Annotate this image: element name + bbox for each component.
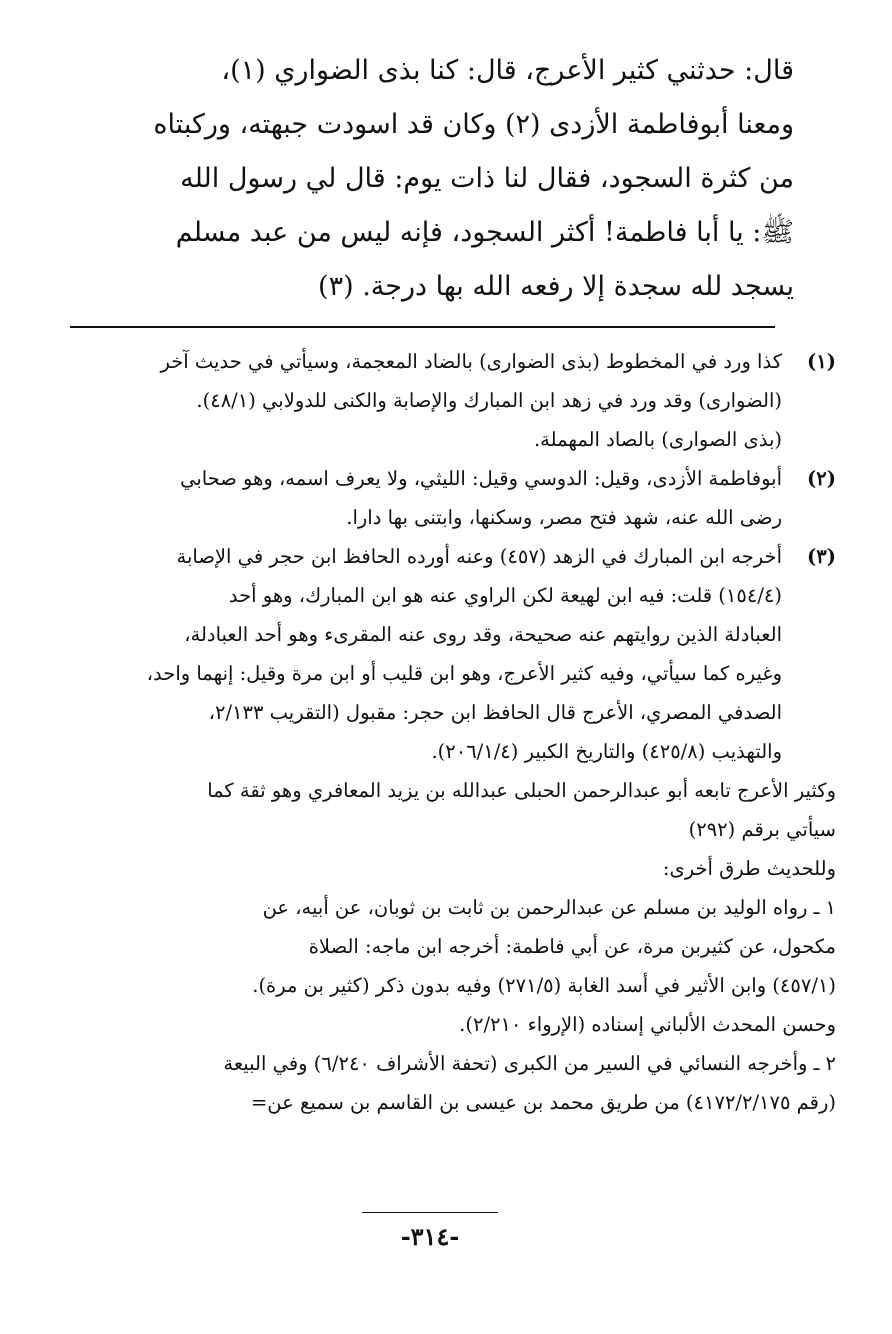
page-number: -٣١٤- xyxy=(400,1222,460,1251)
footnote-line: (رقم ٤١٧٢/٢/١٧٥) من طريق محمد بن عيسى بن القاسم بن سميع عن= xyxy=(250,1091,836,1114)
footnote-line: أخرجه ابن المبارك في الزهد (٤٥٧) وعنه أورده الحافظ ابن حجر في الإصابة xyxy=(176,545,782,568)
footnote-line: (٤٥٧/١) وابن الأثير في أسد الغابة (٢٧١/٥) وفيه بدون ذكر (كثير بن مرة). xyxy=(252,974,836,997)
footnote-3 xyxy=(66,537,836,771)
footnotes xyxy=(66,342,836,1122)
footnote-line: كذا ورد في المخطوط (بذى الضوارى) بالضاد المعجمة، وسيأتي في حديث آخر xyxy=(160,350,782,373)
footnote-line: وكثير الأعرج تابعه أبو عبدالرحمن الحبلى عبدالله بن يزيد المعافري وهو ثقة كما xyxy=(207,779,836,802)
footnote-line: مكحول، عن كثيربن مرة، عن أبي فاطمة: أخرجه ابن ماجه: الصلاة xyxy=(308,935,836,958)
footnote-line: أبوفاطمة الأزدى، وقيل: الدوسي وقيل: الليثي، ولا يعرف اسمه، وهو صحابي xyxy=(180,467,782,490)
footnote-1 xyxy=(66,342,836,459)
main-line: يسجد لله سجدة إلا رفعه الله بها درجة. (٣) xyxy=(318,271,794,302)
footnote-line: سيأتي برقم (٢٩٢) xyxy=(688,818,836,841)
footnote-separator xyxy=(70,326,775,328)
footnote-line: الصدفي المصري، الأعرج قال الحافظ ابن حجر: مقبول (التقريب ٢/١٣٣، xyxy=(208,701,782,724)
footnote-line: (الضوارى) وقد ورد في زهد ابن المبارك والإصابة والكنى للدولابي (٤٨/١). xyxy=(196,389,782,412)
main-line: قال: حدثني كثير الأعرج، قال: كنا بذى الضواري (١)، xyxy=(221,55,794,86)
footnote-number: (٢) xyxy=(807,467,836,490)
footnote-2 xyxy=(66,459,836,537)
footnote-line: وغيره كما سيأتي، وفيه كثير الأعرج، وهو ابن قليب أو ابن مرة وقيل: إنهما واحد، xyxy=(146,662,782,685)
footnote-line: (١٥٤/٤) قلت: فيه ابن لهيعة لكن الراوي عنه هو ابن المبارك، وهو أحد xyxy=(228,584,782,607)
footnote-line: رضى الله عنه، شهد فتح مصر، وسكنها، وابتنى بها دارا. xyxy=(346,506,782,529)
main-text xyxy=(68,44,794,314)
footnote-line: وللحديث طرق أخرى: xyxy=(662,857,836,880)
main-line: ﷺ: يا أبا فاطمة! أكثر السجود، فإنه ليس من عبد مسلم xyxy=(175,217,794,248)
footnote-number: (١) xyxy=(807,350,836,373)
footnote-continuation xyxy=(66,771,836,1122)
footnote-line: وحسن المحدث الألباني إسناده (الإرواء ٢/٢١٠). xyxy=(459,1013,836,1036)
footnote-line: (بذى الصوارى) بالصاد المهملة. xyxy=(533,428,782,451)
main-line: من كثرة السجود، فقال لنا ذات يوم: قال لي رسول الله xyxy=(180,163,794,194)
footnote-line: والتهذيب (٤٢٥/٨) والتاريخ الكبير (٢٠٦/١/٤). xyxy=(431,740,782,763)
footnote-line: العبادلة الذين روايتهم عنه صحيحة، وقد روى عنه المقرىء وهو أحد العبادلة، xyxy=(184,623,782,646)
page-number-rule xyxy=(362,1212,498,1213)
footnote-line: ٢ ـ وأخرجه النسائي في السير من الكبرى (تحفة الأشراف ٦/٢٤٠) وفي البيعة xyxy=(223,1052,836,1075)
main-line: ومعنا أبوفاطمة الأزدى (٢) وكان قد اسودت جبهته، وركبتاه xyxy=(153,109,794,140)
footnote-line: ١ ـ رواه الوليد بن مسلم عن عبدالرحمن بن ثابت بن ثوبان، عن أبيه، عن xyxy=(262,896,836,919)
footnote-number: (٣) xyxy=(807,545,836,568)
